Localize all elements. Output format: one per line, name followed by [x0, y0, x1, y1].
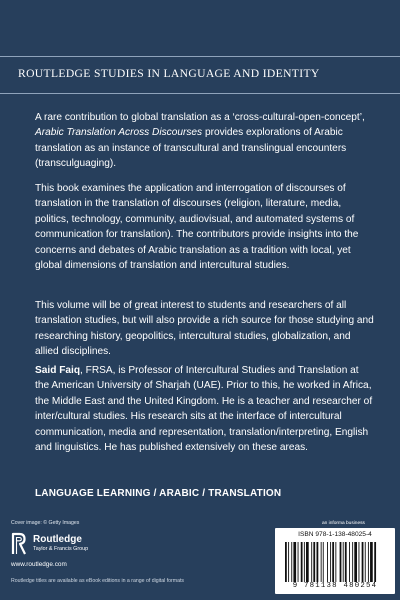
publisher-url: www.routledge.com — [11, 561, 67, 568]
author-bio-text: , FRSA, is Professor of Intercultural Studies and Translation at the American University of Sharjah (UAE). Prior to this, he worked in Africa, the Middle East and the United Kingdom. He is a teacher and researcher of inter/cultural studies. His research sits at the interface of intercultural communication, media and representation, translation/interpreting, English and linguistics. He has published extensively on these areas. — [35, 365, 373, 454]
blurb-intro-text: A rare contribution to global translation as a ‘cross-cultural-open-concept’, — [35, 112, 365, 123]
series-banner — [0, 56, 400, 94]
author-bio — [35, 363, 375, 455]
ebook-availability-note: Routledge titles are available as eBook editions in a range of digital formats — [11, 578, 185, 584]
isbn-label: ISBN 978-1-138-48025-4 — [298, 531, 372, 538]
author-name: Said Faiq — [35, 365, 81, 376]
subject-categories: LANGUAGE LEARNING / ARABIC / TRANSLATION — [35, 488, 282, 499]
routledge-logo-icon — [11, 532, 27, 556]
blurb-paragraph-scope: This book examines the application and interrogation of discourses of translation in the translation of discourses (religion, literature, media, politics, technology, community, audiovisual, and automated systems of communication for translation). The contributors provide insights into the concerns and debates of Arabic translation as a tradition with local, yet global dimensions of translation and intercultural studies. — [35, 183, 359, 272]
cover-image-credit: Cover image: © Getty Images — [11, 520, 80, 526]
blurb-paragraph-intro — [35, 110, 375, 172]
blurb-intro-text-end: provides explorations of Arabic translation as an instance of transcultural and translingual encounters (transculguaging). — [35, 127, 347, 170]
publisher-name: Routledge — [33, 534, 82, 545]
barcode-digits: 9 781138 480254 — [292, 582, 378, 590]
barcode-icon — [285, 542, 385, 582]
publisher-group: Taylor & Francis Group — [33, 546, 89, 552]
barcode-panel — [275, 528, 395, 594]
blurb-paragraph-audience: This volume will be of great interest to students and researchers of all translation studies, but will also provide a rich source for those studying and researching history, geopolitics, intercultural studies, globalization, and allied disciplines. — [35, 300, 374, 358]
series-title: ROUTLEDGE STUDIES IN LANGUAGE AND IDENTITY — [18, 67, 320, 80]
informa-business-note: an informa business — [322, 521, 365, 526]
book-title-italic: Arabic Translation Across Discourses — [35, 127, 203, 139]
